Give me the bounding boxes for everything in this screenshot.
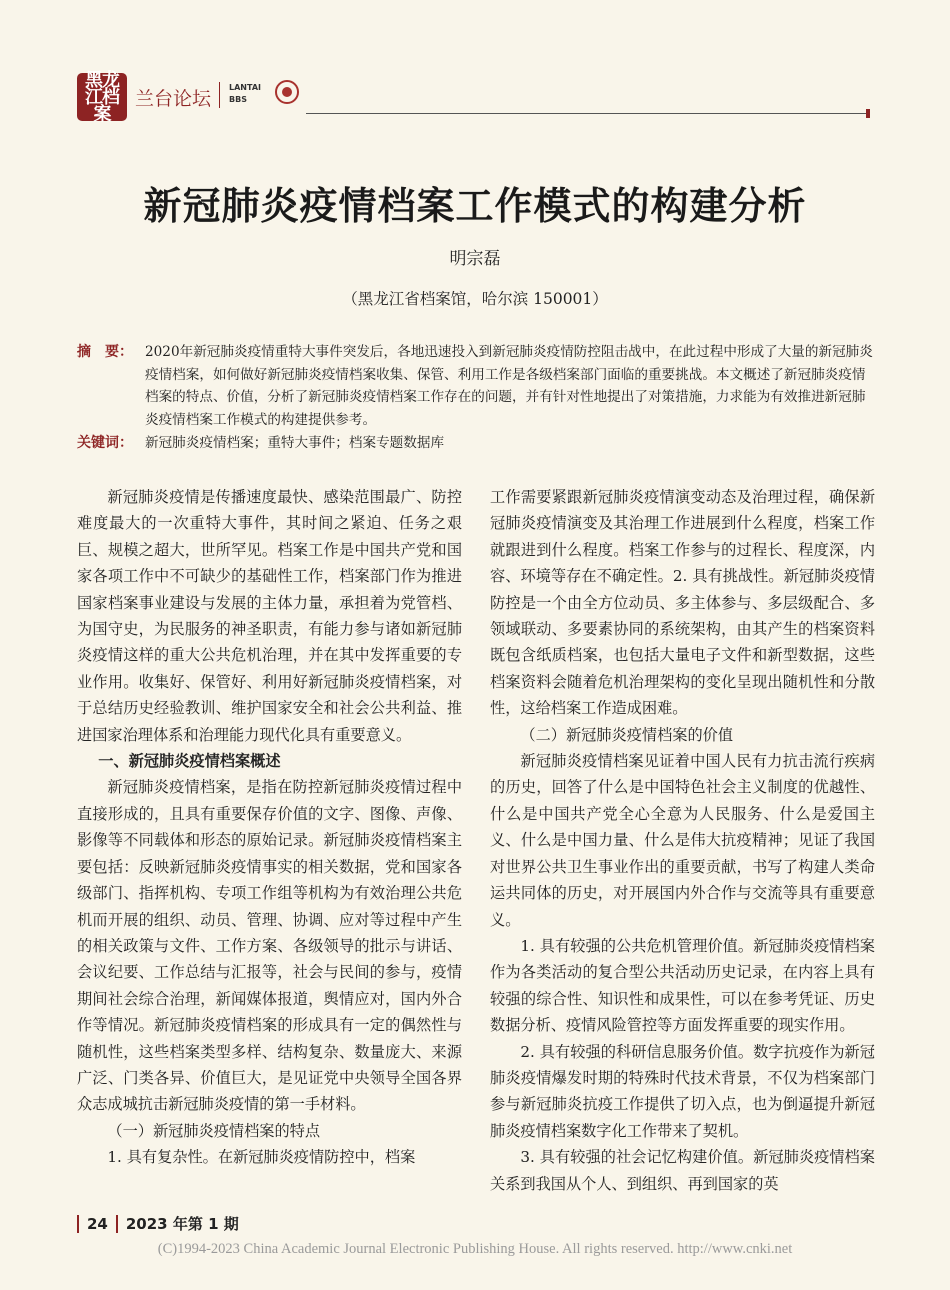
- paragraph: 1. 具有较强的公共危机管理价值。新冠肺炎疫情档案作为各类活动的复合型公共活动历史记录，在内容上具有较强的综合性、知识性和成果性，可以在参考凭证、历史数据分析、疫情风险管控等方面发挥重要的现实作用。: [490, 936, 875, 1035]
- header-rule-end: [866, 109, 870, 118]
- subsection-heading: （一）新冠肺炎疫情档案的特点: [107, 1121, 321, 1140]
- section-english-name: [229, 82, 261, 106]
- keywords-text: 新冠肺炎疫情档案；重特大事件；档案专题数据库: [145, 435, 445, 451]
- author-affiliation: （黑龙江省档案馆，哈尔滨 150001）: [342, 290, 608, 308]
- right-column: [490, 484, 875, 1197]
- keywords: [77, 432, 877, 455]
- abstract-text: 2020年新冠肺炎疫情重特大事件突发后，各地迅速投入到新冠肺炎疫情防控阻击战中，在此过程中形成了大量的新冠肺炎疫情档案，如何做好新冠肺炎疫情档案收集、保管、利用工作是各级档案部门面临的重要挑战。本文概述了新冠肺炎疫情档案的特点、价值，分析了新冠肺炎疫情档案工作存在的问题，并有针对性地提出了对策措施，力求能为有效推进新冠肺炎疫情档案工作模式的构建提供参考。: [145, 344, 873, 428]
- issue-label: 2023 年第 1 期: [125, 1215, 239, 1233]
- header-rule: [306, 113, 866, 114]
- section-divider: [219, 82, 220, 108]
- article-author: 明宗磊: [449, 249, 501, 269]
- abstract-block: [77, 341, 877, 455]
- journal-logo: 黑龙江档案: [77, 73, 127, 121]
- section-heading: 一、新冠肺炎疫情档案概述: [98, 752, 281, 771]
- page-number: 24: [87, 1214, 108, 1233]
- footer-bar: [116, 1215, 118, 1233]
- section-en-line-1: LANTAI: [229, 83, 261, 92]
- abstract: [77, 341, 877, 431]
- left-column: [77, 484, 462, 1171]
- paragraph: 1. 具有复杂性。在新冠肺炎疫情防控中，档案: [107, 1148, 416, 1167]
- paragraph: 新冠肺炎疫情档案，是指在防控新冠肺炎疫情过程中直接形成的，且具有重要保存价值的文字、图像、声像、影像等不同载体和形态的原始记录。新冠肺炎疫情档案主要包括：反映新冠肺炎疫情事实的相关数据，党和国家各级部门、指挥机构、专项工作组等机构为有效治理公共危机而开展的组织、动员、管理、协调、应对等过程中产生的相关政策与文件、工作方案、各级领导的批示与讲话、会议纪要、工作总结与汇报等，社会与民间的参与，疫情期间社会综合治理，新闻媒体报道，舆情应对，国内外合作等情况。新冠肺炎疫情档案的形成具有一定的偶然性与随机性，这些档案类型多样、结构复杂、数量庞大、来源广泛、门类各异、价值巨大，是见证党中央领导全国各界众志成城抗击新冠肺炎疫情的第一手材料。: [77, 778, 462, 1114]
- paragraph: 新冠肺炎疫情是传播速度最快、感染范围最广、防控难度最大的一次重特大事件，其时间之紧迫、任务之艰巨、规模之超大，世所罕见。档案工作是中国共产党和国家各项工作中不可缺少的基础性工作，档案部门作为推进国家档案事业建设与发展的主体力量，承担着为党管档、为国守史，为民服务的神圣职责，有能力参与诸如新冠肺炎疫情这样的重大公共危机治理，并在其中发挥重要的专业作用。收集好、保管好、利用好新冠肺炎疫情档案，对于总结历史经验教训、维护国家安全和社会公共利益、推进国家治理体系和治理能力现代化具有重要意义。: [77, 488, 462, 744]
- paragraph: 3. 具有较强的社会记忆构建价值。新冠肺炎疫情档案关系到我国从个人、到组织、再到国家的英: [490, 1148, 875, 1193]
- subsection-heading: （二）新冠肺炎疫情档案的价值: [520, 725, 734, 744]
- paragraph: 新冠肺炎疫情档案见证着中国人民有力抗击流行疾病的历史，回答了什么是中国特色社会主义制度的优越性、什么是中国共产党全心全意为人民服务、什么是爱国主义、什么是中国力量、什么是伟大抗疫精神；见证了我国对世界公共卫生事业作出的重要贡献，书写了构建人类命运共同体的历史，对开展国内外合作与交流等具有重要意义。: [490, 752, 875, 929]
- copyright-notice: (C)1994-2023 China Academic Journal Electronic Publishing House. All rights reserved. http://www.cnki.net: [157, 1241, 793, 1257]
- abstract-label: 摘 要：: [77, 344, 133, 360]
- section-en-line-2: BBS: [229, 95, 247, 104]
- paragraph: 工作需要紧跟新冠肺炎疫情演变动态及治理过程，确保新冠肺炎疫情演变及其治理工作进展到什么程度，档案工作就跟进到什么程度。档案工作参与的过程长、程度深，内容、环境等存在不确定性。2. 具有挑战性。新冠肺炎疫情防控是一个由全方位动员、多主体参与、多层级配合、多领域联动、多要素协同的系统架构，由其产生的档案资料既包含纸质档案，也包括大量电子文件和新型数据，这些档案资料会随着危机治理架构的变化呈现出随机性和分散性，这给档案工作造成困难。: [490, 488, 875, 718]
- article-title: 新冠肺炎疫情档案工作模式的构建分析: [143, 184, 807, 228]
- section-name: 兰台论坛: [135, 88, 212, 110]
- footer-bar: [77, 1215, 79, 1233]
- seal-icon: [275, 80, 299, 104]
- keywords-label: 关键词：: [77, 435, 133, 451]
- paragraph: 2. 具有较强的科研信息服务价值。数字抗疫作为新冠肺炎疫情爆发时期的特殊时代技术背景，不仅为档案部门参与新冠肺炎抗疫工作提供了切入点，也为倒逼提升新冠肺炎疫情档案数字化工作带来了契机。: [490, 1042, 875, 1140]
- page-footer: [77, 1213, 239, 1234]
